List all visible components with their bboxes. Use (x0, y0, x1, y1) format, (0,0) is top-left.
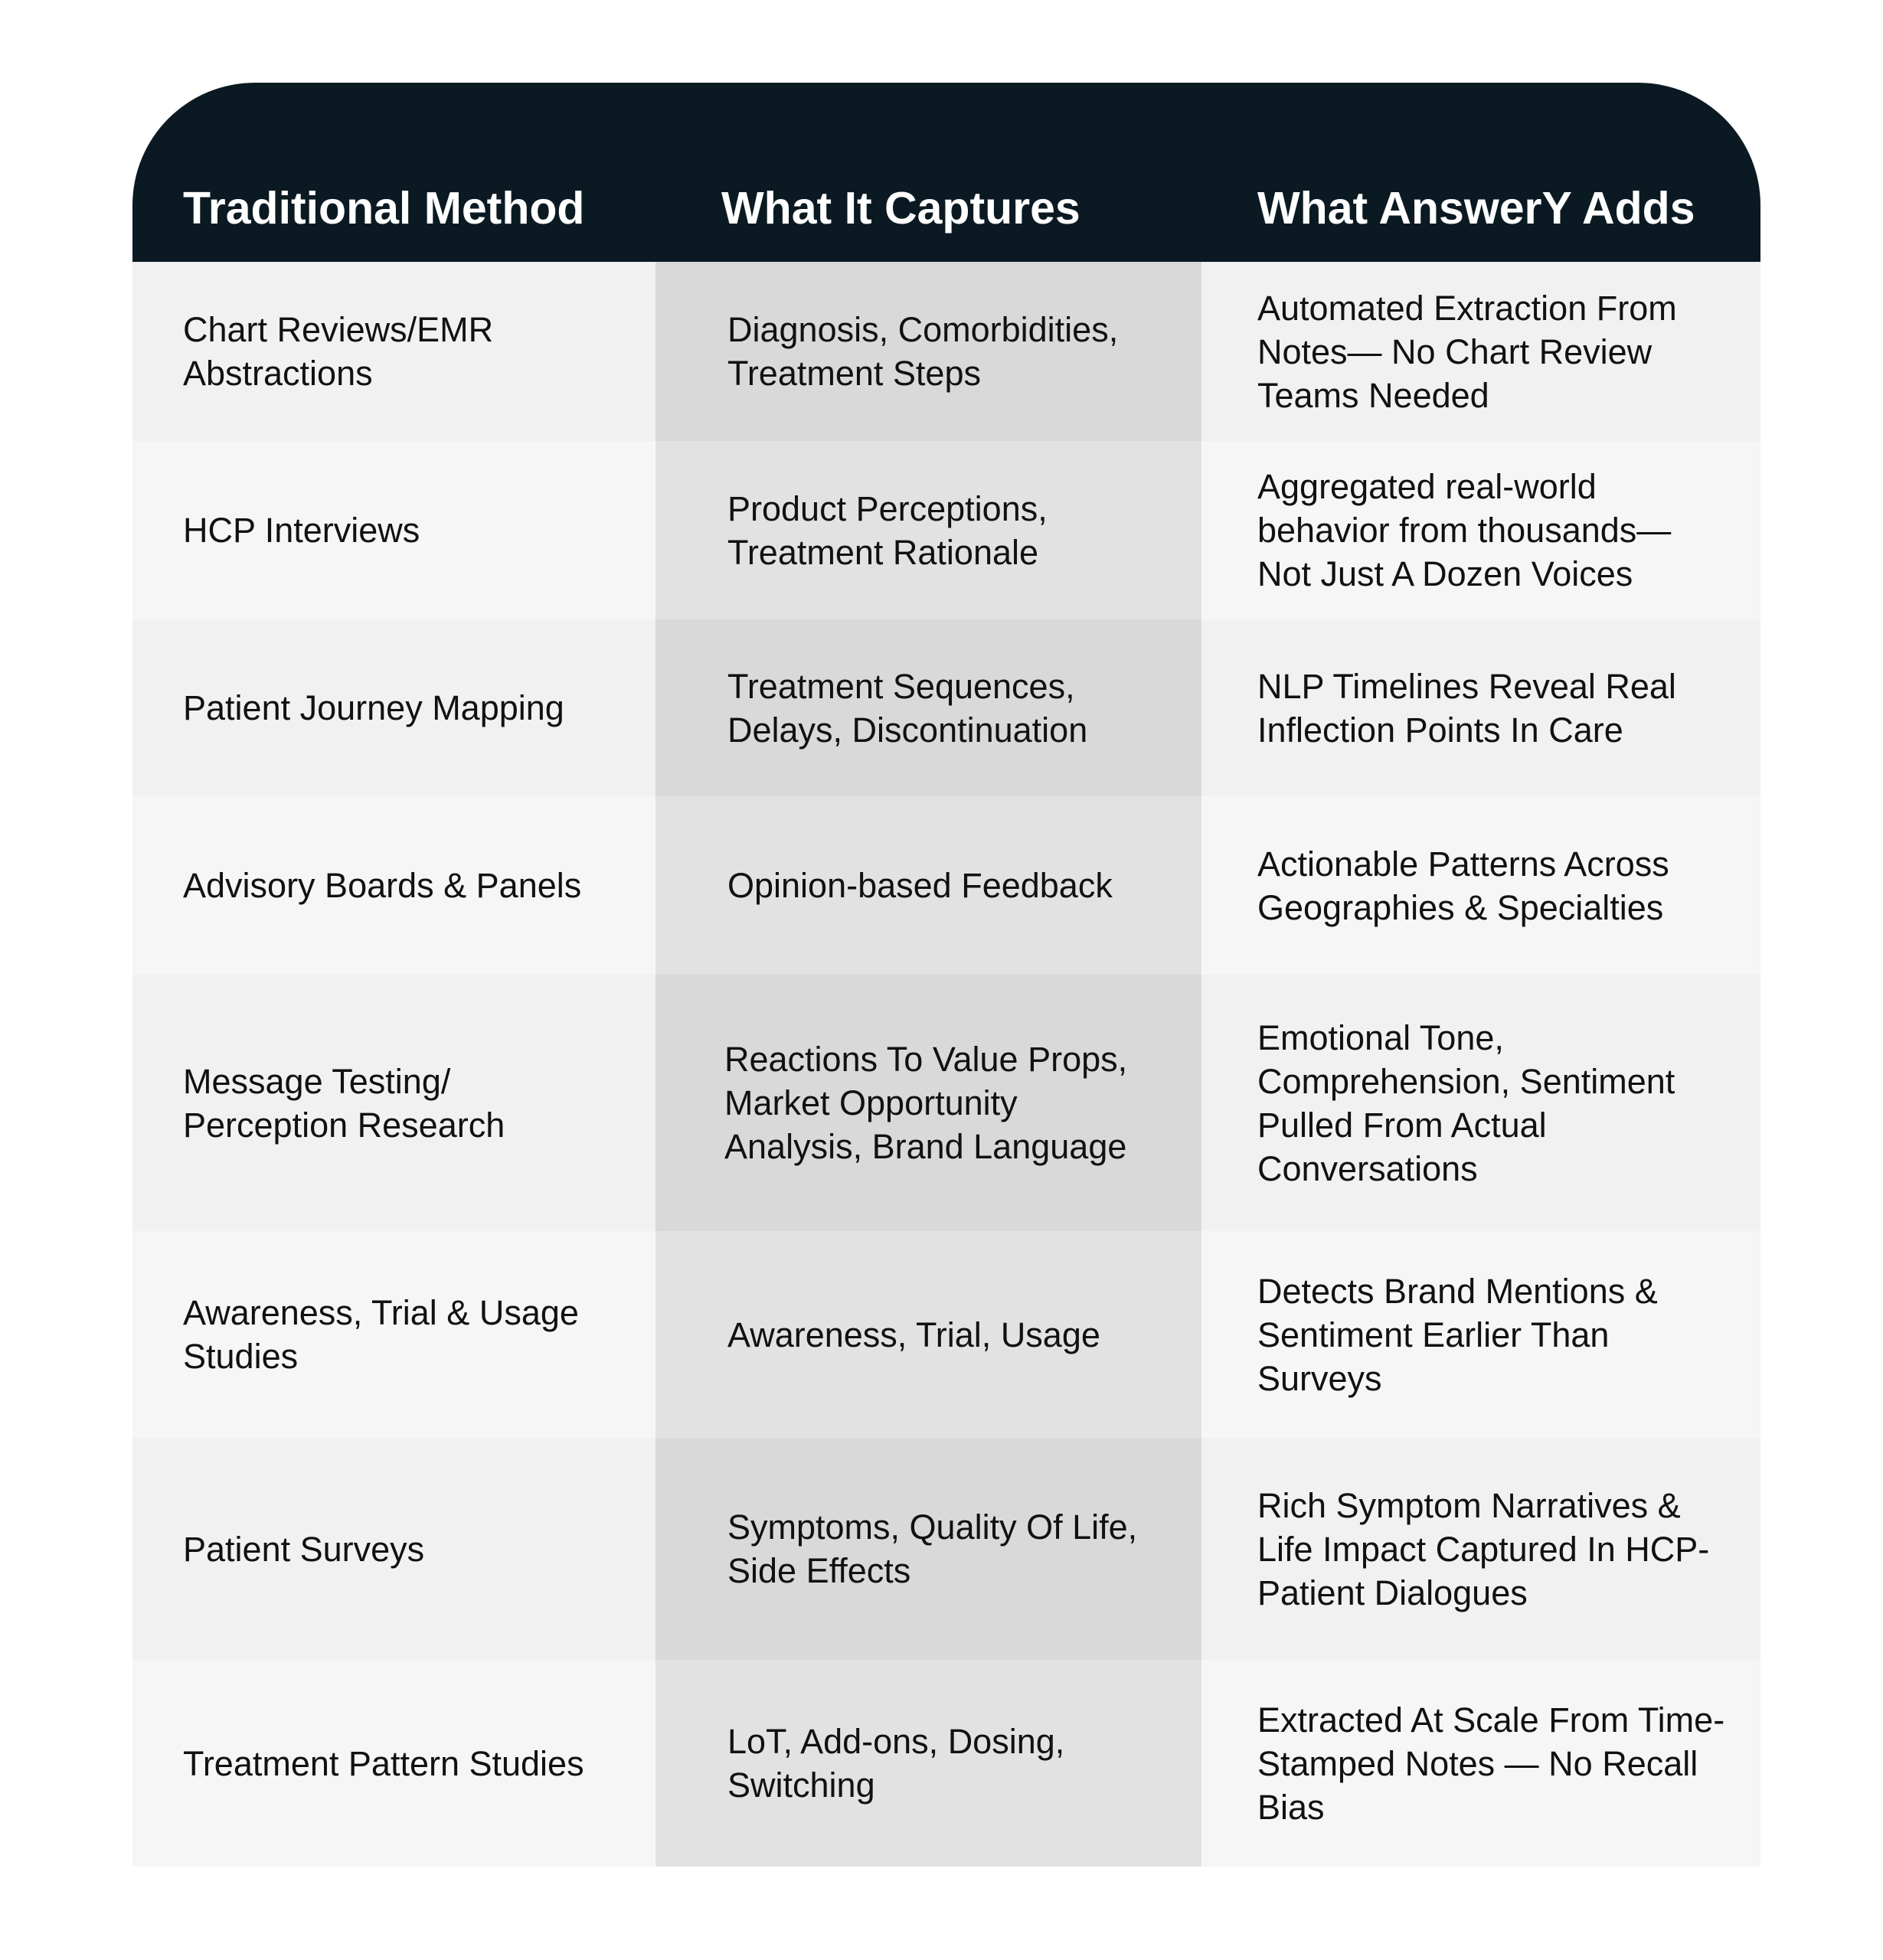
comparison-table (132, 83, 1760, 1867)
captures-cell: Opinion-based Feedback (655, 796, 1201, 975)
captures-cell: Awareness, Trial, Usage (655, 1231, 1201, 1438)
table-row (132, 796, 1760, 975)
method-cell: Chart Reviews/EMR Abstractions (132, 262, 655, 441)
method-cell: Patient Surveys (132, 1438, 655, 1660)
table-row (132, 1438, 1760, 1660)
adds-cell: Rich Symptom Narratives & Life Impact Captured In HCP- Patient Dialogues (1201, 1438, 1760, 1660)
header-what-answery-adds: What AnswerY Adds (1257, 183, 1695, 234)
adds-cell: Extracted At Scale From Time- Stamped Notes — No Recall Bias (1201, 1660, 1760, 1867)
header-traditional-method: Traditional Method (183, 183, 585, 234)
captures-cell: Symptoms, Quality Of Life, Side Effects (655, 1438, 1201, 1660)
captures-cell: LoT, Add-ons, Dosing, Switching (655, 1660, 1201, 1867)
adds-cell: Emotional Tone, Comprehension, Sentiment Pulled From Actual Conversations (1201, 975, 1760, 1231)
captures-cell: Diagnosis, Comorbidities, Treatment Steps (655, 262, 1201, 441)
table-row (132, 262, 1760, 441)
method-cell: Awareness, Trial & Usage Studies (132, 1231, 655, 1438)
adds-cell: NLP Timelines Reveal Real Inflection Points In Care (1201, 619, 1760, 796)
method-cell: Treatment Pattern Studies (132, 1660, 655, 1867)
method-cell: Patient Journey Mapping (132, 619, 655, 796)
table-row (132, 975, 1760, 1231)
captures-cell: Reactions To Value Props, Market Opportunity Analysis, Brand Language (655, 975, 1201, 1231)
captures-cell: Product Perceptions, Treatment Rationale (655, 441, 1201, 619)
method-cell: Message Testing/ Perception Research (132, 975, 655, 1231)
method-cell: Advisory Boards & Panels (132, 796, 655, 975)
adds-cell: Actionable Patterns Across Geographies & Specialties (1201, 796, 1760, 975)
table-row (132, 619, 1760, 796)
table-header (132, 83, 1760, 262)
adds-cell: Detects Brand Mentions & Sentiment Earlier Than Surveys (1201, 1231, 1760, 1438)
method-cell: HCP Interviews (132, 441, 655, 619)
adds-cell: Aggregated real-world behavior from thousands— Not Just A Dozen Voices (1201, 441, 1760, 619)
header-what-it-captures: What It Captures (721, 183, 1080, 234)
adds-cell: Automated Extraction From Notes— No Chart Review Teams Needed (1201, 262, 1760, 441)
table-row (132, 441, 1760, 619)
captures-cell: Treatment Sequences, Delays, Discontinuation (655, 619, 1201, 796)
table-row (132, 1660, 1760, 1867)
table-row (132, 1231, 1760, 1438)
